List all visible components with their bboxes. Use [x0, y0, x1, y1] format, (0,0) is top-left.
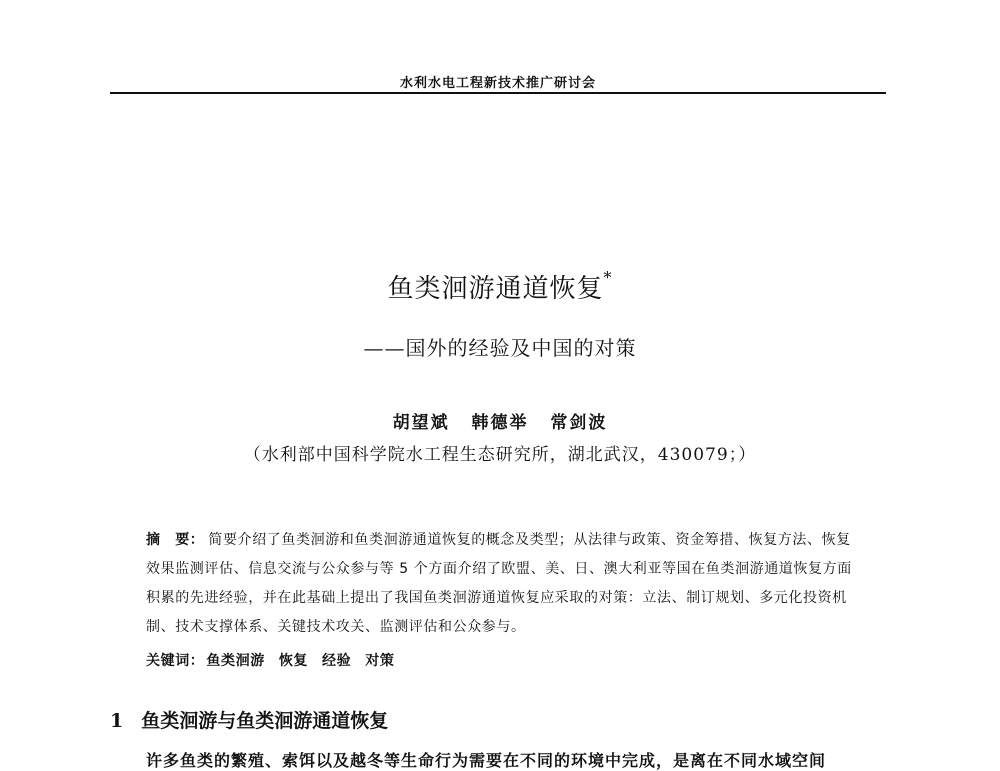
keywords-label: 关键词： — [146, 653, 205, 669]
author-name: 常剑波 — [550, 413, 608, 433]
paper-title — [0, 268, 1000, 305]
section-number: 1 — [110, 710, 124, 732]
running-header: 水利水电工程新技术推广研讨会 — [399, 76, 596, 91]
header-rule — [110, 92, 886, 94]
body-text-partial: 许多鱼类的繁殖、索饵以及越冬等生命行为需要在不同的环境中完成，是离在不同水域空间 — [146, 751, 827, 770]
abstract-text: 简要介绍了鱼类洄游和鱼类洄游通道恢复的概念及类型；从法律与政策、资金筹措、恢复方法、恢复效果监测评估、信息交流与公众参与等 5 个方面介绍了欧盟、美、日、澳大利亚等国在鱼类洄游通道恢复方面积累的先进经验，并在此基础上提出了我国鱼类洄游通道恢复应采取的对策：立法、制订规划、多元化投资机制、技术支撑体系、关键技术攻关、监测评估和公众参与。 — [146, 532, 852, 635]
author-name: 胡望斌 — [392, 413, 450, 433]
keyword: 对策 — [365, 653, 395, 669]
paper-title-text: 鱼类洄游通道恢复 — [387, 274, 604, 304]
keyword: 经验 — [322, 653, 352, 669]
section-heading — [110, 706, 886, 733]
paper-subtitle: ——国外的经验及中国的对策 — [363, 336, 637, 360]
keyword: 恢复 — [278, 653, 309, 669]
section-title: 鱼类洄游与鱼类洄游通道恢复 — [141, 710, 389, 732]
abstract — [146, 526, 858, 642]
author-list — [0, 408, 1000, 433]
keyword: 鱼类洄游 — [206, 653, 265, 669]
title-footnote-mark: * — [603, 268, 613, 288]
abstract-label: 摘 要： — [146, 532, 205, 548]
keywords — [146, 650, 858, 670]
affiliation: （水利部中国科学院水工程生态研究所，湖北武汉，430079；） — [243, 445, 757, 465]
author-name: 韩德举 — [471, 413, 529, 433]
